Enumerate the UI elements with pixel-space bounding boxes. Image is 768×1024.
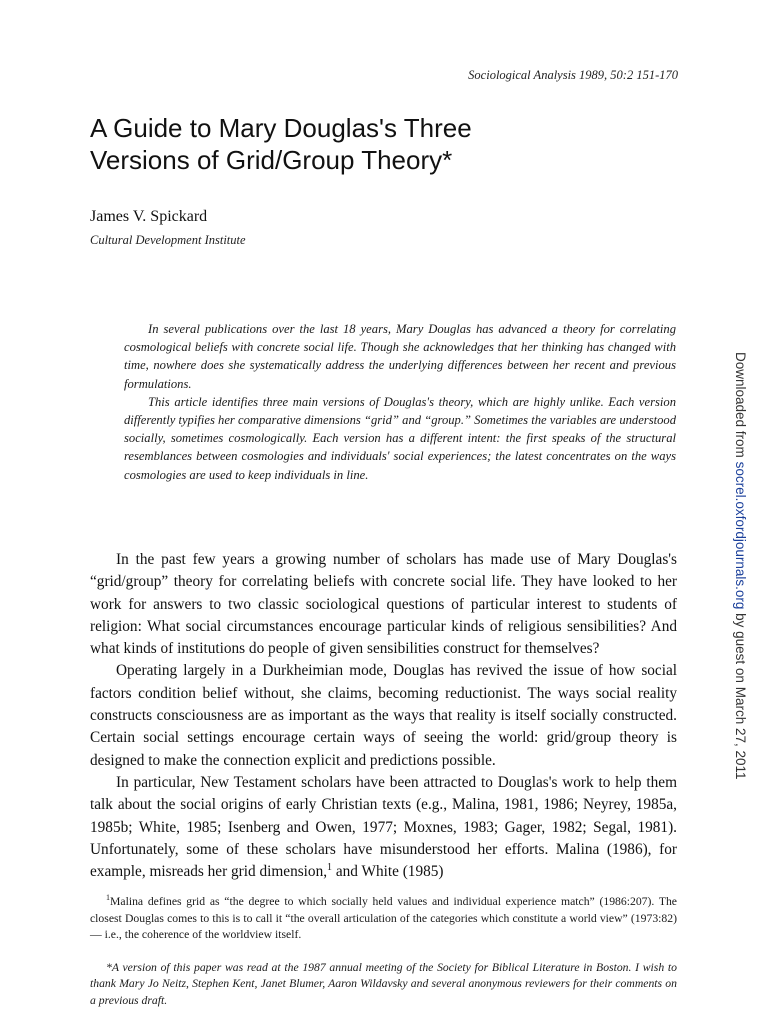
abstract-paragraph-1: In several publications over the last 18 years, Mary Douglas has advanced a theory for correlating cosmological beliefs with concrete social life. Though she acknowledges that her thinking has changed with time, nowhere does she systematically address the underlying differences between her recent and previous formulations. (124, 322, 676, 391)
body-paragraph-3 (90, 772, 677, 883)
abstract (124, 320, 676, 484)
download-stamp-link[interactable]: socrel.oxfordjournals.org (733, 461, 748, 610)
author-affiliation: Cultural Development Institute (90, 233, 246, 247)
body-paragraph-3-start: In particular, New Testament scholars have been attracted to Douglas's work to help them talk about the social origins of early Christian texts (e.g., Malina, 1981, 1986; Neyrey, 1985a, 1985b; White, 1985; Isenberg and Owen, 1977; Moxnes, 1983; Gager, 1982; Segal, 1981). Unfortunately, some of these scholars have misunderstood her efforts. Malina (1986), for example, misreads her grid dimension, (90, 773, 677, 881)
footnote-reference-1: 1 (327, 862, 333, 874)
download-stamp-prefix: Downloaded from (733, 352, 748, 462)
footnote-1-text: Malina defines grid as “the degree to which socially held values and individual experience match” (1986:207). The closest Douglas comes to this is to call it “the overall articulation of the categories which constitute a world view” (1973:82) — i.e., the coherence of the worldview itself. (90, 895, 677, 942)
author-name: James V. Spickard (90, 208, 208, 225)
acknowledgment-note: *A version of this paper was read at the 1987 annual meeting of the Society for Biblical Literature in Boston. I wish to thank Mary Jo Neitz, Stephen Kent, Janet Blumer, Aaron Wildavsky and several anonymous reviewers for their comments on a previous draft. (90, 960, 677, 1007)
body-paragraph-3-end: and White (1985) (332, 863, 444, 881)
body-paragraph-2: Operating largely in a Durkheimian mode, Douglas has revived the issue of how social factors condition belief without, she claims, becoming reductionist. The ways social reality constructs consciousness are as important as the ways that reality is itself socially constructed. Certain social settings encourage certain ways of seeing the world: grid/group theory is designed to make the connection explicit and predictions possible. (90, 662, 677, 769)
article-title-line-1: A Guide to Mary Douglas's Three (90, 113, 472, 143)
footnote-1 (90, 894, 677, 944)
abstract-paragraph-2: This article identifies three main versions of Douglas's theory, which are highly unlike. Each version differently typifies her comparative dimensions “grid” and “group.” Sometimes the variables are understood socially, sometimes cosmologically. Each version has a different intent: the first speaks of the structural resemblances between cosmologies and individuals' social experiences; the latest concentrates on the ways cosmologies are used to keep individuals in line. (124, 394, 676, 482)
article-title (90, 112, 650, 176)
download-stamp-suffix: by guest on March 27, 2011 (733, 609, 748, 780)
body-paragraph-1: In the past few years a growing number of scholars has made use of Mary Douglas's “grid/group” theory for correlating beliefs with concrete social life. They have looked to her work for answers to two classic sociological questions of particular interest to students of religion: What social circumstances encourage particular kinds of religious sensibilities? And what kinds of institutions do people of given sensibilities construct for themselves? (90, 551, 677, 658)
body-text (90, 549, 677, 883)
article-title-line-2: Versions of Grid/Group Theory* (90, 145, 453, 175)
footnote-1-marker: 1 (106, 893, 110, 903)
footnotes (90, 894, 677, 1010)
journal-citation: Sociological Analysis 1989, 50:2 151-170 (468, 68, 678, 82)
download-stamp (732, 352, 748, 792)
